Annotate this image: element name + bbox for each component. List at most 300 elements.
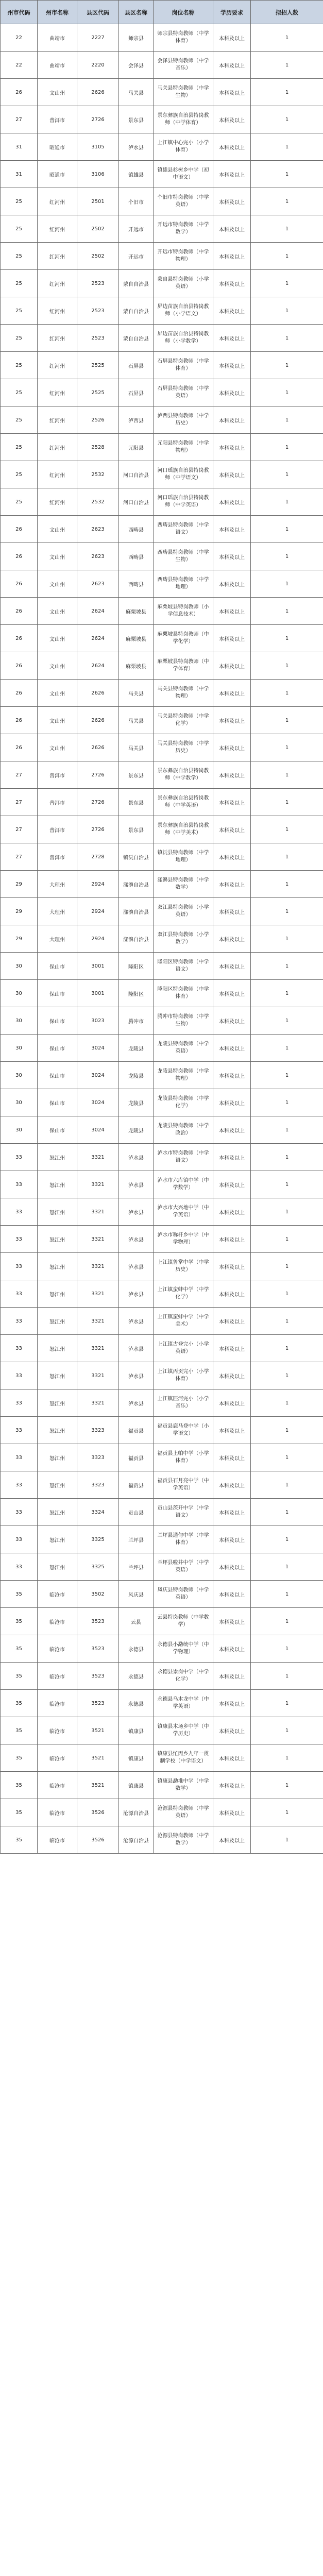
cell-education: 本科及以上 — [213, 1553, 251, 1581]
cell-count: 1 — [251, 79, 323, 106]
cell-city-name: 红河州 — [38, 215, 77, 243]
cell-city-name: 保山市 — [38, 1089, 77, 1116]
table-row — [1, 270, 323, 297]
cell-city-name: 文山州 — [38, 570, 77, 598]
table-row — [1, 1635, 323, 1663]
cell-city-name: 怒江州 — [38, 1444, 77, 1471]
cell-county-code: 3321 — [77, 1362, 119, 1389]
cell-county-code: 3024 — [77, 1089, 119, 1116]
cell-county-code: 3321 — [77, 1389, 119, 1417]
cell-county-code: 3321 — [77, 1171, 119, 1198]
table-row — [1, 1253, 323, 1280]
cell-position-name: 上江镇古登完小（小学英语） — [154, 1335, 213, 1362]
cell-county-code: 2532 — [77, 461, 119, 488]
cell-education: 本科及以上 — [213, 434, 251, 461]
cell-education: 本科及以上 — [213, 1226, 251, 1253]
table-row — [1, 297, 323, 325]
table-row — [1, 1308, 323, 1335]
cell-county-code: 2726 — [77, 816, 119, 843]
cell-count: 1 — [251, 1389, 323, 1417]
cell-county-name: 泸水县 — [119, 1362, 154, 1389]
cell-position-name: 西畴县特岗教师（中学语文） — [154, 516, 213, 543]
cell-county-name: 云县 — [119, 1608, 154, 1635]
cell-city-name: 怒江州 — [38, 1362, 77, 1389]
cell-count: 1 — [251, 52, 323, 79]
cell-city-code: 35 — [1, 1826, 38, 1854]
cell-city-code: 35 — [1, 1799, 38, 1826]
cell-county-code: 3526 — [77, 1799, 119, 1826]
cell-city-code: 33 — [1, 1144, 38, 1171]
table-row — [1, 598, 323, 625]
cell-city-code: 25 — [1, 434, 38, 461]
cell-city-code: 30 — [1, 1035, 38, 1062]
cell-position-name: 河口瑶族自治县特岗教师（中学英语） — [154, 488, 213, 516]
cell-city-name: 临沧市 — [38, 1772, 77, 1799]
cell-position-name: 镇康县勐堆中学（中学数学） — [154, 1772, 213, 1799]
cell-county-code: 2523 — [77, 270, 119, 297]
cell-position-name: 永德县小勐统中学（中学物理） — [154, 1635, 213, 1663]
table-row — [1, 1171, 323, 1198]
cell-city-name: 文山州 — [38, 516, 77, 543]
cell-position-name: 景东彝族自治县特岗教师（中学体育） — [154, 106, 213, 133]
cell-count: 1 — [251, 1526, 323, 1553]
cell-city-name: 临沧市 — [38, 1663, 77, 1690]
table-row — [1, 1280, 323, 1308]
table-row — [1, 1089, 323, 1116]
cell-count: 1 — [251, 516, 323, 543]
cell-position-name: 永德县乌木龙中学（中学英语） — [154, 1690, 213, 1717]
cell-county-name: 泸水县 — [119, 1389, 154, 1417]
cell-city-code: 30 — [1, 980, 38, 1007]
cell-education: 本科及以上 — [213, 516, 251, 543]
cell-count: 1 — [251, 461, 323, 488]
cell-city-code: 26 — [1, 79, 38, 106]
cell-county-code: 3521 — [77, 1744, 119, 1772]
cell-county-name: 泸水县 — [119, 1144, 154, 1171]
header-count: 拟招人数 — [251, 1, 323, 24]
cell-city-code: 33 — [1, 1171, 38, 1198]
cell-position-name: 个旧市特岗教师（中学英语） — [154, 188, 213, 215]
cell-city-name: 怒江州 — [38, 1198, 77, 1226]
cell-city-name: 普洱市 — [38, 106, 77, 133]
table-row — [1, 79, 323, 106]
cell-county-name: 镇沅自治县 — [119, 843, 154, 871]
table-row — [1, 625, 323, 652]
cell-city-name: 曲靖市 — [38, 24, 77, 52]
table-row — [1, 52, 323, 79]
cell-education: 本科及以上 — [213, 1144, 251, 1171]
cell-city-code: 30 — [1, 953, 38, 980]
cell-position-name: 麻栗坡县特岗教师（中学化学） — [154, 625, 213, 652]
cell-education: 本科及以上 — [213, 52, 251, 79]
cell-city-code: 27 — [1, 761, 38, 789]
cell-count: 1 — [251, 434, 323, 461]
cell-city-name: 大理州 — [38, 925, 77, 953]
table-row — [1, 1389, 323, 1417]
table-row — [1, 1526, 323, 1553]
cell-education: 本科及以上 — [213, 1608, 251, 1635]
cell-position-name: 屏边苗族自治县特岗教师（小学语文） — [154, 297, 213, 325]
cell-county-code: 3323 — [77, 1444, 119, 1471]
cell-county-code: 3523 — [77, 1690, 119, 1717]
cell-county-code: 2528 — [77, 434, 119, 461]
cell-education: 本科及以上 — [213, 625, 251, 652]
cell-position-name: 开远市特岗教师（中学数学） — [154, 215, 213, 243]
table-row — [1, 1062, 323, 1089]
cell-county-name: 开远市 — [119, 215, 154, 243]
cell-county-name: 景东县 — [119, 106, 154, 133]
cell-county-name: 师宗县 — [119, 24, 154, 52]
cell-education: 本科及以上 — [213, 270, 251, 297]
cell-city-name: 保山市 — [38, 1062, 77, 1089]
cell-city-name: 怒江州 — [38, 1335, 77, 1362]
cell-city-code: 29 — [1, 898, 38, 925]
cell-position-name: 福贡县上帕中学（小学体育） — [154, 1444, 213, 1471]
cell-city-code: 27 — [1, 843, 38, 871]
cell-county-code: 2526 — [77, 406, 119, 434]
cell-city-code: 33 — [1, 1526, 38, 1553]
cell-position-name: 泸水市称杆乡中学（中学物理） — [154, 1226, 213, 1253]
cell-county-name: 镇康县 — [119, 1744, 154, 1772]
table-row — [1, 761, 323, 789]
cell-education: 本科及以上 — [213, 734, 251, 761]
cell-city-name: 怒江州 — [38, 1144, 77, 1171]
cell-position-name: 隆阳区特岗教师（中学语文） — [154, 953, 213, 980]
cell-county-name: 沧源自治县 — [119, 1826, 154, 1854]
cell-count: 1 — [251, 270, 323, 297]
cell-position-name: 西畴县特岗教师（中学生物） — [154, 543, 213, 570]
cell-city-name: 怒江州 — [38, 1389, 77, 1417]
cell-education: 本科及以上 — [213, 1526, 251, 1553]
cell-city-code: 33 — [1, 1280, 38, 1308]
cell-education: 本科及以上 — [213, 816, 251, 843]
cell-county-code: 2626 — [77, 680, 119, 707]
cell-county-code: 3502 — [77, 1581, 119, 1608]
table-row — [1, 434, 323, 461]
cell-county-name: 泸水县 — [119, 1280, 154, 1308]
cell-county-code: 2502 — [77, 243, 119, 270]
table-row — [1, 543, 323, 570]
cell-count: 1 — [251, 925, 323, 953]
cell-position-name: 双江县特岗教师（小学数学） — [154, 925, 213, 953]
cell-count: 1 — [251, 707, 323, 734]
cell-count: 1 — [251, 1198, 323, 1226]
cell-count: 1 — [251, 652, 323, 680]
cell-count: 1 — [251, 1717, 323, 1744]
cell-county-name: 永德县 — [119, 1635, 154, 1663]
cell-city-name: 临沧市 — [38, 1581, 77, 1608]
cell-county-name: 风庆县 — [119, 1581, 154, 1608]
cell-city-code: 35 — [1, 1717, 38, 1744]
cell-count: 1 — [251, 1553, 323, 1581]
cell-position-name: 上江镇丙贡完小（小学体育） — [154, 1362, 213, 1389]
cell-city-name: 怒江州 — [38, 1553, 77, 1581]
cell-city-code: 25 — [1, 379, 38, 406]
cell-count: 1 — [251, 1608, 323, 1635]
table-row — [1, 980, 323, 1007]
cell-city-name: 文山州 — [38, 707, 77, 734]
cell-county-name: 景东县 — [119, 789, 154, 816]
table-row — [1, 161, 323, 188]
cell-education: 本科及以上 — [213, 1799, 251, 1826]
cell-county-name: 泸西县 — [119, 406, 154, 434]
table-row — [1, 1144, 323, 1171]
table-row — [1, 734, 323, 761]
cell-county-name: 泸水县 — [119, 133, 154, 161]
cell-education: 本科及以上 — [213, 570, 251, 598]
cell-county-name: 河口自治县 — [119, 488, 154, 516]
cell-city-name: 曲靖市 — [38, 52, 77, 79]
cell-county-name: 会泽县 — [119, 52, 154, 79]
cell-city-code: 35 — [1, 1744, 38, 1772]
cell-count: 1 — [251, 243, 323, 270]
cell-education: 本科及以上 — [213, 106, 251, 133]
cell-position-name: 师宗县特岗教师（中学体育） — [154, 24, 213, 52]
cell-city-code: 33 — [1, 1417, 38, 1444]
cell-county-name: 永德县 — [119, 1690, 154, 1717]
cell-county-code: 2220 — [77, 52, 119, 79]
cell-county-code: 2623 — [77, 543, 119, 570]
cell-county-code: 3523 — [77, 1635, 119, 1663]
cell-county-name: 蒙自自治县 — [119, 270, 154, 297]
cell-city-name: 临沧市 — [38, 1690, 77, 1717]
table-row — [1, 1826, 323, 1854]
cell-county-code: 3321 — [77, 1280, 119, 1308]
cell-position-name: 屏边苗族自治县特岗教师（小学数学） — [154, 325, 213, 352]
cell-county-code: 2726 — [77, 106, 119, 133]
cell-county-name: 隆阳区 — [119, 980, 154, 1007]
cell-county-name: 河口自治县 — [119, 461, 154, 488]
cell-count: 1 — [251, 1744, 323, 1772]
cell-county-code: 2924 — [77, 898, 119, 925]
cell-county-name: 石屏县 — [119, 379, 154, 406]
cell-city-code: 22 — [1, 52, 38, 79]
cell-count: 1 — [251, 488, 323, 516]
cell-city-name: 红河州 — [38, 325, 77, 352]
cell-count: 1 — [251, 1826, 323, 1854]
cell-county-name: 贡山县 — [119, 1499, 154, 1526]
cell-city-code: 25 — [1, 461, 38, 488]
cell-position-name: 腾冲市特岗教师（中学生物） — [154, 1007, 213, 1035]
cell-count: 1 — [251, 1007, 323, 1035]
cell-county-name: 镇康县 — [119, 1772, 154, 1799]
cell-city-code: 25 — [1, 297, 38, 325]
cell-position-name: 河口瑶族自治县特岗教师（中学语文） — [154, 461, 213, 488]
cell-county-code: 3324 — [77, 1499, 119, 1526]
cell-education: 本科及以上 — [213, 1389, 251, 1417]
cell-position-name: 马关县特岗教师（中学化学） — [154, 707, 213, 734]
cell-count: 1 — [251, 761, 323, 789]
table-row — [1, 652, 323, 680]
cell-count: 1 — [251, 871, 323, 898]
cell-city-code: 25 — [1, 270, 38, 297]
cell-county-name: 元阳县 — [119, 434, 154, 461]
cell-position-name: 云县特岗教师（中学数学） — [154, 1608, 213, 1635]
cell-position-name: 兰坪县啦井中学（中学英语） — [154, 1553, 213, 1581]
cell-county-name: 景东县 — [119, 761, 154, 789]
cell-education: 本科及以上 — [213, 215, 251, 243]
cell-county-code: 3323 — [77, 1417, 119, 1444]
table-row — [1, 106, 323, 133]
cell-city-name: 文山州 — [38, 680, 77, 707]
cell-county-name: 麻栗坡县 — [119, 625, 154, 652]
table-row — [1, 188, 323, 215]
cell-city-code: 31 — [1, 161, 38, 188]
cell-city-code: 25 — [1, 488, 38, 516]
cell-city-name: 红河州 — [38, 488, 77, 516]
cell-count: 1 — [251, 1417, 323, 1444]
cell-education: 本科及以上 — [213, 1171, 251, 1198]
cell-education: 本科及以上 — [213, 1308, 251, 1335]
cell-county-name: 马关县 — [119, 79, 154, 106]
cell-city-code: 26 — [1, 625, 38, 652]
table-row — [1, 516, 323, 543]
table-row — [1, 1035, 323, 1062]
table-body — [1, 24, 323, 1854]
cell-county-name: 泸水县 — [119, 1198, 154, 1226]
cell-city-name: 红河州 — [38, 461, 77, 488]
cell-count: 1 — [251, 379, 323, 406]
cell-count: 1 — [251, 1035, 323, 1062]
cell-position-name: 龙陵县特岗教师（中学化学） — [154, 1089, 213, 1116]
table-row — [1, 816, 323, 843]
table-row — [1, 843, 323, 871]
cell-city-code: 33 — [1, 1198, 38, 1226]
cell-county-code: 2626 — [77, 734, 119, 761]
cell-city-code: 26 — [1, 543, 38, 570]
cell-position-name: 景东彝族自治县特岗教师（中学数学） — [154, 761, 213, 789]
cell-position-name: 沧源县特岗教师（中学英语） — [154, 1799, 213, 1826]
cell-county-code: 3523 — [77, 1663, 119, 1690]
cell-county-code: 2626 — [77, 707, 119, 734]
cell-city-code: 22 — [1, 24, 38, 52]
cell-position-name: 上江镇中心完小（小学体育） — [154, 133, 213, 161]
cell-county-code: 2502 — [77, 215, 119, 243]
cell-position-name: 龙陵县特岗教师（中学物理） — [154, 1062, 213, 1089]
cell-city-code: 30 — [1, 1089, 38, 1116]
cell-position-name: 沧源县特岗教师（中学数学） — [154, 1826, 213, 1854]
cell-county-code: 3024 — [77, 1035, 119, 1062]
cell-county-code: 3105 — [77, 133, 119, 161]
cell-count: 1 — [251, 789, 323, 816]
cell-county-name: 泸水县 — [119, 1253, 154, 1280]
cell-position-name: 永德县崇岗中学（中学化学） — [154, 1663, 213, 1690]
cell-position-name: 泸水市大兴地中学（中学英语） — [154, 1198, 213, 1226]
cell-county-name: 永德县 — [119, 1663, 154, 1690]
table-row — [1, 1007, 323, 1035]
cell-city-code: 25 — [1, 188, 38, 215]
cell-county-code: 3323 — [77, 1471, 119, 1499]
cell-county-name: 龙陵县 — [119, 1116, 154, 1144]
cell-city-code: 35 — [1, 1608, 38, 1635]
cell-city-code: 35 — [1, 1635, 38, 1663]
cell-count: 1 — [251, 816, 323, 843]
cell-city-name: 红河州 — [38, 434, 77, 461]
cell-county-code: 3521 — [77, 1717, 119, 1744]
cell-county-code: 3321 — [77, 1144, 119, 1171]
cell-county-code: 3521 — [77, 1772, 119, 1799]
cell-position-name: 漾濞县特岗教师（中学数学） — [154, 871, 213, 898]
cell-education: 本科及以上 — [213, 297, 251, 325]
cell-city-code: 30 — [1, 1007, 38, 1035]
table-row — [1, 1772, 323, 1799]
table-row — [1, 1226, 323, 1253]
cell-county-code: 2626 — [77, 79, 119, 106]
cell-city-name: 普洱市 — [38, 789, 77, 816]
cell-city-name: 红河州 — [38, 379, 77, 406]
cell-count: 1 — [251, 980, 323, 1007]
table-row — [1, 1116, 323, 1144]
table-row — [1, 1417, 323, 1444]
cell-city-name: 文山州 — [38, 625, 77, 652]
cell-county-code: 2501 — [77, 188, 119, 215]
cell-count: 1 — [251, 352, 323, 379]
cell-position-name: 麻栗坡县特岗教师（小学信息技术） — [154, 598, 213, 625]
cell-city-name: 怒江州 — [38, 1280, 77, 1308]
cell-county-code: 2624 — [77, 625, 119, 652]
header-row — [1, 1, 323, 24]
cell-county-name: 西畴县 — [119, 516, 154, 543]
cell-count: 1 — [251, 953, 323, 980]
cell-position-name: 兰坪县通甸中学（中学体育） — [154, 1526, 213, 1553]
cell-education: 本科及以上 — [213, 1663, 251, 1690]
cell-city-name: 红河州 — [38, 243, 77, 270]
table-row — [1, 1444, 323, 1471]
cell-city-name: 怒江州 — [38, 1253, 77, 1280]
cell-city-code: 29 — [1, 925, 38, 953]
table-row — [1, 789, 323, 816]
cell-count: 1 — [251, 188, 323, 215]
cell-city-code: 29 — [1, 871, 38, 898]
cell-city-code: 33 — [1, 1444, 38, 1471]
cell-city-name: 保山市 — [38, 980, 77, 1007]
cell-education: 本科及以上 — [213, 1499, 251, 1526]
cell-position-name: 元阳县特岗教师（中学物理） — [154, 434, 213, 461]
cell-city-name: 保山市 — [38, 1035, 77, 1062]
header-county-code: 县区代码 — [77, 1, 119, 24]
cell-education: 本科及以上 — [213, 488, 251, 516]
table-row — [1, 215, 323, 243]
cell-education: 本科及以上 — [213, 325, 251, 352]
table-row — [1, 24, 323, 52]
cell-count: 1 — [251, 898, 323, 925]
cell-education: 本科及以上 — [213, 379, 251, 406]
cell-count: 1 — [251, 843, 323, 871]
cell-education: 本科及以上 — [213, 761, 251, 789]
cell-county-name: 福贡县 — [119, 1444, 154, 1471]
cell-county-code: 2924 — [77, 925, 119, 953]
cell-count: 1 — [251, 161, 323, 188]
cell-county-code: 2532 — [77, 488, 119, 516]
cell-city-name: 临沧市 — [38, 1826, 77, 1854]
cell-education: 本科及以上 — [213, 1062, 251, 1089]
cell-county-name: 马关县 — [119, 680, 154, 707]
cell-city-name: 红河州 — [38, 297, 77, 325]
cell-count: 1 — [251, 325, 323, 352]
cell-county-name: 泸水县 — [119, 1171, 154, 1198]
cell-city-name: 保山市 — [38, 1116, 77, 1144]
cell-position-name: 马关县特岗教师（中学物理） — [154, 680, 213, 707]
cell-county-name: 兰坪县 — [119, 1553, 154, 1581]
cell-count: 1 — [251, 133, 323, 161]
table-row — [1, 898, 323, 925]
cell-count: 1 — [251, 1635, 323, 1663]
cell-position-name: 泸水市特岗教师（中学语文） — [154, 1144, 213, 1171]
cell-count: 1 — [251, 106, 323, 133]
table-row — [1, 352, 323, 379]
cell-city-name: 大理州 — [38, 871, 77, 898]
cell-county-name: 马关县 — [119, 734, 154, 761]
